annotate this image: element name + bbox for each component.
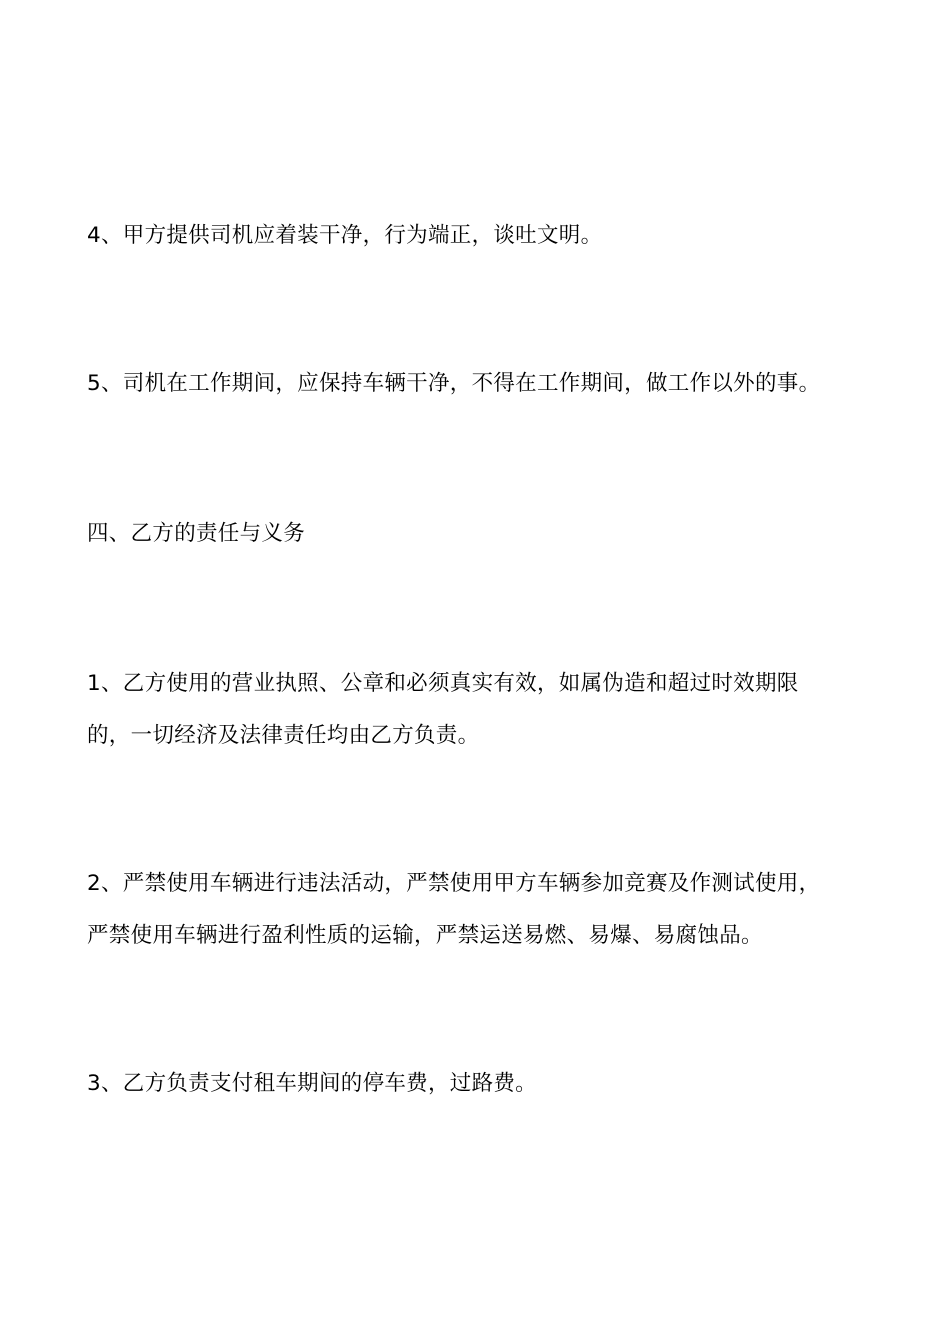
clause-a5-driver-duties xyxy=(87,366,887,402)
section-heading-text: 四、乙方的责任与义务 xyxy=(87,521,306,546)
section-heading-party-b xyxy=(87,516,887,552)
paragraph-line: 4、甲方提供司机应着装干净，行为端正，谈吐文明。 xyxy=(87,223,603,248)
clause-b3-fees xyxy=(87,1066,887,1102)
paragraph-line: 3、乙方负责支付租车期间的停车费，过路费。 xyxy=(87,1071,537,1096)
paragraph-line: 的，一切经济及法律责任均由乙方负责。 xyxy=(87,723,480,748)
paragraph-line: 严禁使用车辆进行盈利性质的运输，严禁运送易燃、易爆、易腐蚀品。 xyxy=(87,923,763,948)
paragraph-line: 5、司机在工作期间，应保持车辆干净，不得在工作期间，做工作以外的事。 xyxy=(87,371,821,396)
clause-b2-prohibited-use xyxy=(87,866,887,954)
clause-a4-driver-conduct xyxy=(87,218,887,254)
paragraph-line: 1、乙方使用的营业执照、公章和必须真实有效，如属伪造和超过时效期限 xyxy=(87,671,799,696)
clause-b1-license-validity xyxy=(87,666,887,754)
paragraph-line: 2、严禁使用车辆进行违法活动，严禁使用甲方车辆参加竞赛及作测试使用， xyxy=(87,871,821,896)
